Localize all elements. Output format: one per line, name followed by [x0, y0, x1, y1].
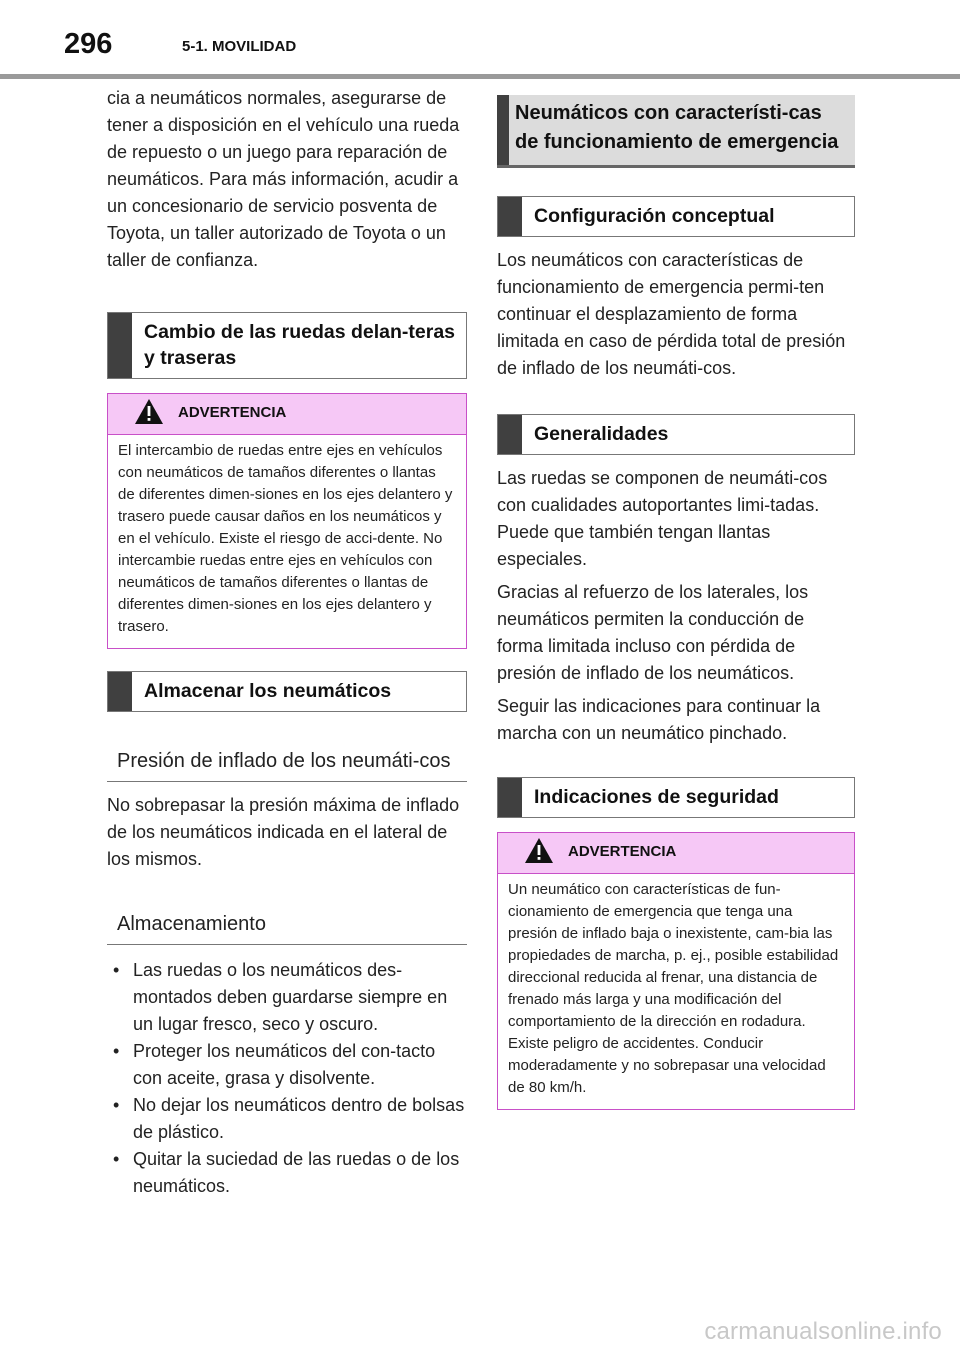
list-item: • Proteger los neumáticos del con-tacto con aceite, grasa y disolvente.: [107, 1038, 467, 1092]
section-heading-general: [497, 414, 855, 455]
section-heading-concept: [497, 196, 855, 237]
section-heading-safety: [497, 777, 855, 818]
hero-heading-label: Neumáticos con característi-cas de funcionamiento de emergencia: [515, 102, 839, 153]
general-paragraph-2: Gracias al refuerzo de los laterales, los neumáticos permiten la conducción de forma limitada incluso con pérdida de presión de inflado de los neumáticos.: [497, 582, 809, 683]
warning-box: [107, 393, 467, 649]
general-paragraph-1: Las ruedas se componen de neumáti-cos con cualidades autoportantes limi-tadas. Puede que también tengan llantas especiales.: [497, 468, 828, 569]
warning-text: El intercambio de ruedas entre ejes en vehículos con neumáticos de tamaños diferentes o llantas de diferentes dimen-siones en los ejes delantero y trasero puede causar daños en los neumáticos y en el vehículo. Existe el riesgo de acci-dente. No intercambie ruedas entre ejes en vehículos con neumáticos de tamaños diferentes o llantas de diferentes dimen-siones en los ejes delantero y trasero.: [118, 442, 453, 635]
warning-title: ADVERTENCIA: [178, 404, 287, 421]
chapter-title: 5-1. MOVILIDAD: [182, 38, 297, 55]
section-heading-label: Indicaciones de seguridad: [534, 786, 779, 808]
section-heading-label: Cambio de las ruedas delan-teras y traseras: [144, 321, 456, 369]
page-number: 296: [64, 28, 113, 60]
right-column: [497, 95, 855, 1110]
page-header: [0, 0, 960, 80]
hero-heading: [497, 95, 855, 168]
header-rule: [0, 74, 960, 79]
warning-header: [108, 394, 466, 435]
warning-text: Un neumático con características de fun-cionamiento de emergencia que tenga una presión de inflado baja o inexistente, cam-bia las propiedades de marcha, p. ej., posible estabilidad direccional reducida al frenar, una distancia de frenado más larga y una modificación del comportamiento de la dirección en rodadura. Existe peligro de accidentes. Conducir moderadamente y no sobrepasar una velocidad de 80 km/h.: [508, 881, 839, 1096]
general-paragraph-3: Seguir las indicaciones para continuar la marcha con un neumático pinchado.: [497, 696, 821, 743]
warning-title: ADVERTENCIA: [568, 843, 677, 860]
concept-paragraph: Los neumáticos con características de funcionamiento de emergencia permi-ten continuar el desplazamiento de forma limitada en caso de pérdida total de presión de inflado de los neumáti-cos.: [497, 250, 846, 378]
warning-triangle-icon: [524, 837, 554, 864]
warning-triangle-icon: [134, 398, 164, 425]
section-heading-label: Configuración conceptual: [534, 205, 775, 227]
section-heading-storage: [107, 671, 467, 712]
left-column: [107, 85, 467, 1200]
list-item: • Quitar la suciedad de las ruedas o de los neumáticos.: [107, 1146, 467, 1200]
section-heading-label: Almacenar los neumáticos: [144, 680, 392, 702]
section-heading-change-wheels: [107, 312, 467, 379]
warning-box: [497, 832, 855, 1110]
warning-header: [498, 833, 854, 874]
watermark: carmanualsonline.info: [704, 1318, 942, 1345]
storage-list: [107, 957, 467, 1200]
section-heading-label: Generalidades: [534, 423, 669, 445]
list-item: • No dejar los neumáticos dentro de bolsas de plástico.: [107, 1092, 467, 1146]
intro-paragraph: cia a neumáticos normales, asegurarse de tener a disposición en el vehículo una rueda de repuesto o un juego para reparación de neumáticos. Para más información, acudir a un concesionario de servicio posventa de Toyota, un taller autorizado de Toyota o un taller de confianza.: [107, 88, 460, 270]
pressure-paragraph: No sobrepasar la presión máxima de inflado de los neumáticos indicada en el lateral de los mismos.: [107, 795, 460, 869]
subheading-storage: Almacenamiento: [107, 911, 467, 945]
subheading-pressure: Presión de inflado de los neumáti-cos: [107, 748, 467, 782]
list-item: • Las ruedas o los neumáticos des-montados deben guardarse siempre en un lugar fresco, seco y oscuro.: [107, 957, 467, 1038]
